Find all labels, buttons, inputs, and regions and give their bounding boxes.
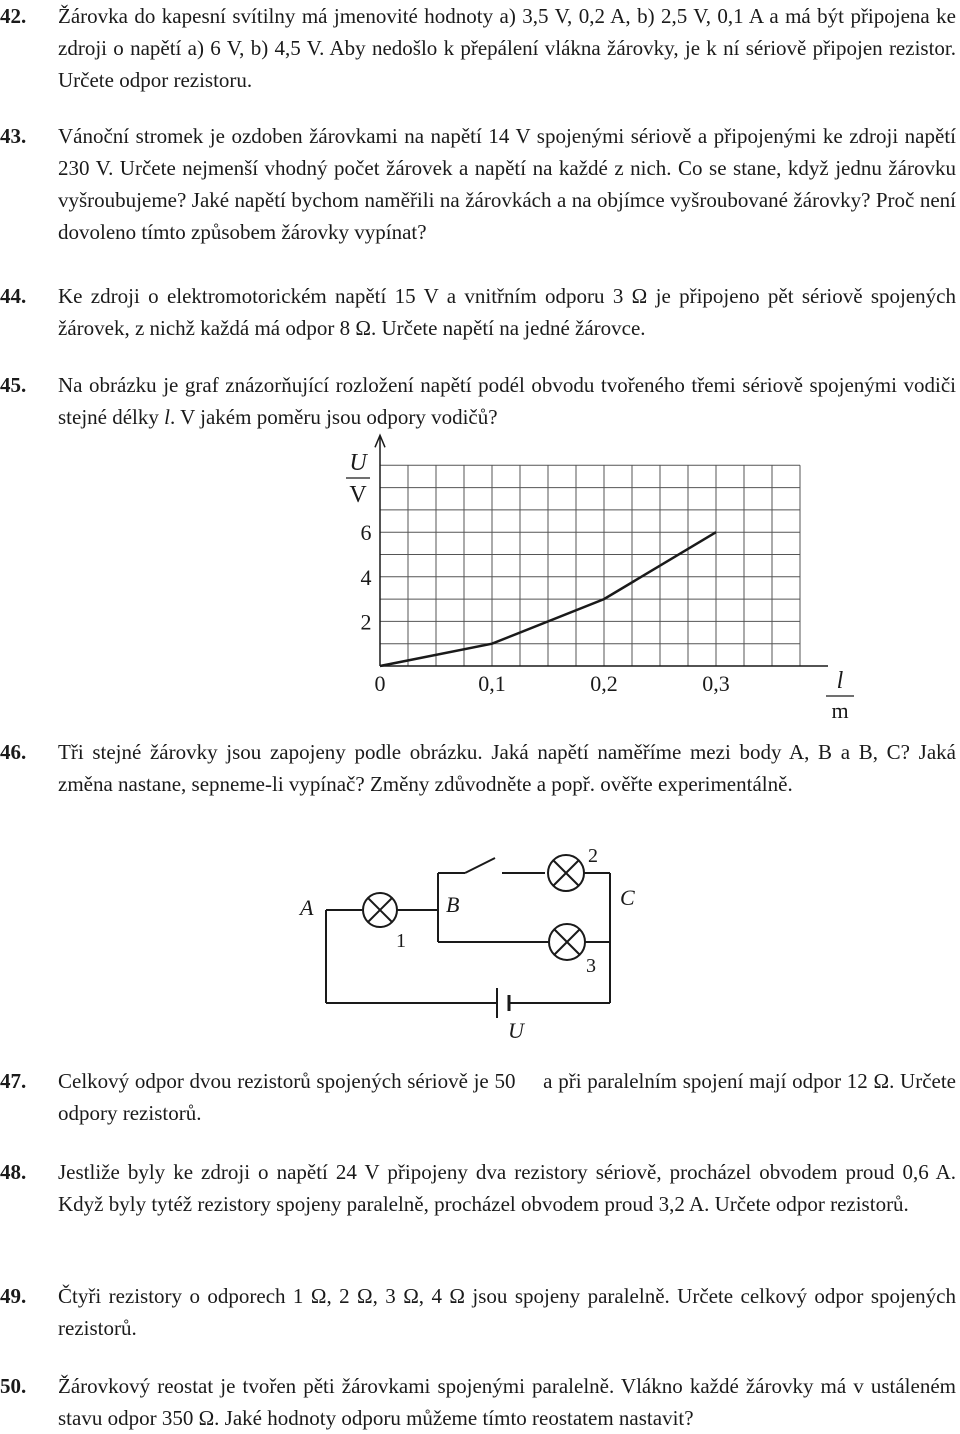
problem-number: 45. — [0, 373, 27, 397]
y-tick-label: 2 — [360, 609, 372, 635]
problem-text: Žárovkový reostat je tvořen pěti žárovkami spojenými paralelně. Vlákno každé žárovky má v ustáleném stavu odpor 350 Ω. Jaké hodnoty odporu můžeme tímto reostatem nastavit? — [58, 1374, 956, 1430]
problem-number: 48. — [0, 1160, 27, 1184]
bulb-3-icon — [549, 924, 585, 960]
problem-42 — [0, 0, 956, 96]
problem-43 — [0, 120, 956, 248]
point-c-label: C — [620, 885, 635, 910]
problem-text: Čtyři rezistory o odporech 1 Ω, 2 Ω, 3 Ω, 4 Ω jsou spojeny paralelně. Určete celkový odpor spojených rezistorů. — [58, 1284, 956, 1340]
length-variable: l — [164, 405, 170, 429]
x-axis-label: l — [836, 668, 844, 694]
problem-49 — [0, 1280, 956, 1344]
voltage-source-icon — [497, 988, 509, 1018]
y-axis-unit: V — [349, 482, 367, 508]
problem-47 — [0, 1065, 956, 1129]
chart-grid — [380, 465, 800, 666]
x-tick-label: 0,3 — [702, 671, 730, 696]
y-tick-label: 6 — [360, 520, 372, 546]
problem-text: Celkový odpor dvou rezistorů spojených sériově je 50   a při paralelním spojení mají odpor 12 Ω. Určete odpory rezistorů. — [58, 1069, 956, 1125]
problem-text: Jestliže byly ke zdroji o napětí 24 V připojeny dva rezistory sériově, procházel obvodem proud 0,6 A. Když byly tytéž rezistory spojeny paralelně, procházel obvodem proud 3,2 A. Určete odpor rezistorů. — [58, 1160, 956, 1216]
problem-number: 42. — [0, 4, 27, 28]
bulb-1-icon — [363, 893, 397, 927]
bulb-1-label: 1 — [396, 930, 406, 952]
y-tick-label: 4 — [360, 564, 372, 590]
y-axis-label: U — [349, 450, 367, 476]
switch-icon — [465, 858, 495, 873]
voltage-length-chart — [330, 440, 849, 723]
x-tick-label: 0 — [374, 671, 386, 696]
problem-number: 44. — [0, 284, 27, 308]
problem-number: 46. — [0, 740, 27, 764]
x-tick-label: 0,1 — [478, 671, 506, 696]
bulb-2-label: 2 — [588, 845, 598, 867]
problem-text: Tři stejné žárovky jsou zapojeny podle obrázku. Jaká napětí naměříme mezi body A, B a B, C? Jaká změna nastane, sepneme-li vypínač? Změny zdůvodněte a popř. ověřte experimentálně. — [58, 740, 956, 796]
voltage-label: U — [508, 1018, 524, 1043]
problem-48 — [0, 1156, 956, 1220]
chart-axes — [375, 435, 828, 666]
problem-number: 47. — [0, 1069, 27, 1093]
problem-text-part: Na obrázku je graf znázorňující rozložení napětí podél obvodu tvořeného třemi sériově spojenými vodiči stejné délky — [58, 373, 956, 429]
problem-number: 49. — [0, 1284, 27, 1308]
problem-50 — [0, 1370, 956, 1434]
chart-labels — [346, 450, 854, 723]
bulb-3-label: 3 — [586, 955, 596, 977]
x-tick-label: 0,2 — [590, 671, 618, 696]
problem-text: Ke zdroji o elektromotorickém napětí 15 V a vnitřním odporu 3 Ω je připojeno pět sériově spojených žárovek, z nichž každá má odpor 8 Ω. Určete napětí na jedné žárovce. — [58, 284, 956, 340]
point-a-label: A — [300, 895, 314, 920]
problem-text: Žárovka do kapesní svítilny má jmenovité hodnoty a) 3,5 V, 0,2 A, b) 2,5 V, 0,1 A a má být připojena ke zdroji o napětí a) 6 V, b) 4,5 V. Aby nedošlo k přepálení vlákna žárovky, je k ní sériově připojen rezistor. Určete odpor rezistoru. — [58, 4, 956, 92]
bulb-2-icon — [548, 855, 584, 891]
problem-text — [58, 369, 956, 433]
problem-45 — [0, 369, 956, 433]
circuit-diagram — [290, 840, 670, 1050]
problem-text-part: . V jakém poměru jsou odpory vodičů? — [169, 405, 498, 429]
point-b-label: B — [446, 892, 460, 917]
problem-44 — [0, 280, 956, 344]
problem-number: 50. — [0, 1374, 27, 1398]
problem-number: 43. — [0, 124, 27, 148]
x-axis-unit: m — [831, 698, 849, 723]
problem-46 — [0, 736, 956, 800]
problem-text: Vánoční stromek je ozdoben žárovkami na napětí 14 V spojenými sériově a připojenými ke zdroji napětí 230 V. Určete nejmenší vhodný počet žárovek a napětí na každé z nich. Co se stane, když jednu žárovku vyšroubujeme? Jaké napětí bychom naměřili na žárovkách a na objímce vyšroubované žárovky? Proč není dovoleno tímto způsobem žárovky vypínat? — [58, 124, 956, 244]
